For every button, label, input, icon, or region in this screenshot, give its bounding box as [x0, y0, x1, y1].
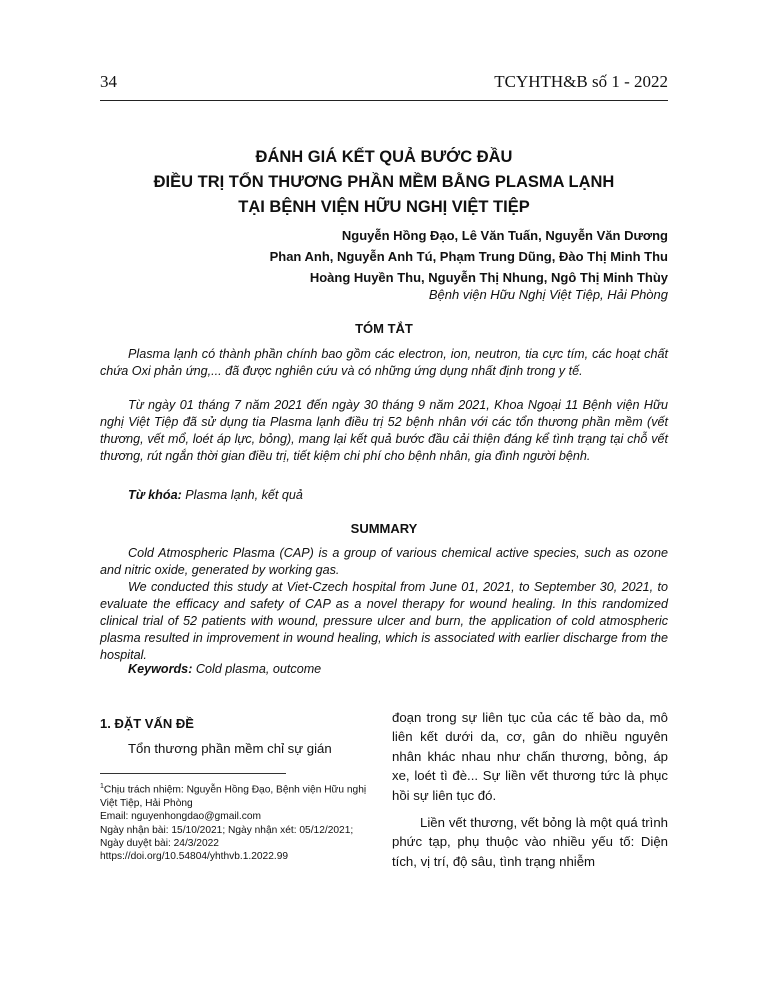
footnote-rule: [100, 773, 286, 774]
footnote-responsible-text: Chịu trách nhiệm: Nguyễn Hồng Đạo, Bệnh viện Hữu nghị Việt Tiệp, Hải Phòng: [100, 784, 367, 809]
authors-line-3: Hoàng Huyền Thu, Nguyễn Thị Nhung, Ngô Thị Minh Thùy: [309, 270, 668, 285]
title-line-1: ĐÁNH GIÁ KẾT QUẢ BƯỚC ĐẦU: [255, 148, 513, 166]
abstract-en-para-1: [100, 545, 668, 579]
section-1-left-text: Tổn thương phần mềm chỉ sự gián: [128, 741, 332, 756]
abstract-vi-para-1: [100, 346, 668, 380]
footnote-marker: 1: [100, 783, 104, 790]
keywords-en-label: Keywords:: [128, 662, 193, 676]
authors-line-1: Nguyễn Hồng Đạo, Lê Văn Tuấn, Nguyễn Văn Dương: [341, 228, 668, 243]
journal-name: TCYHTH&B số 1 - 2022: [494, 72, 668, 91]
keywords-en-value: Cold plasma, outcome: [195, 662, 322, 676]
abstract-en-heading: SUMMARY: [350, 521, 418, 536]
page-number: 34: [100, 72, 117, 91]
affiliation: Bệnh viện Hữu Nghị Việt Tiệp, Hải Phòng: [428, 287, 668, 302]
keywords-vi-label: Từ khóa:: [128, 488, 182, 502]
authors-line-2: Phan Anh, Nguyễn Anh Tú, Phạm Trung Dũng, Đào Thị Minh Thu: [269, 249, 668, 264]
author-list: [100, 225, 668, 288]
abstract-vi-para-2-text: Từ ngày 01 tháng 7 năm 2021 đến ngày 30 tháng 9 năm 2021, Khoa Ngoại 11 Bệnh viện Hữu nghị Việt Tiệp đã sử dụng tia Plasma lạnh điều trị 52 bệnh nhân với các tổn thương phần mềm (vết thương, vết mổ, loét áp lực, bỏng), mang lại kết quả bước đầu cải thiện đáng kể tình trạng tại chỗ vết thương, rút ngắn thời gian điều trị, tiết kiệm chi phí cho bệnh nhân, gia đình người bệnh.: [100, 398, 668, 463]
title-line-3: TẠI BỆNH VIỆN HỮU NGHỊ VIỆT TIỆP: [238, 198, 530, 216]
footnote-responsible: [100, 780, 370, 810]
footnote-doi: https://doi.org/10.54804/yhthvb.1.2022.99: [100, 851, 289, 863]
page-header: [100, 72, 668, 94]
right-column: [392, 708, 668, 871]
footnote-email: Email: nguyenhongdao@gmail.com: [100, 811, 261, 823]
section-1-right-para-2: Liền vết thương, vết bỏng là một quá trình phức tạp, phụ thuộc vào nhiều yếu tố: Diện tích, vị trí, độ sâu, tình trạng nhiễm: [392, 815, 668, 869]
keywords-en: [128, 662, 321, 676]
left-column: [100, 708, 364, 758]
title-line-2: ĐIỀU TRỊ TỔN THƯƠNG PHẦN MỀM BẰNG PLASMA LẠNH: [153, 173, 615, 191]
header-rule: [100, 100, 668, 101]
abstract-en-para-2: [100, 579, 668, 664]
abstract-en-para-1-text: Cold Atmospheric Plasma (CAP) is a group of various chemical active species, such as ozone and nitric oxide, generated by working gas.: [100, 546, 668, 577]
abstract-vi-para-2: [100, 397, 668, 465]
section-1-heading: 1. ĐẶT VẤN ĐỀ: [100, 716, 194, 731]
footnote-dates: Ngày nhận bài: 15/10/2021; Ngày nhận xét: 05/12/2021; Ngày duyệt bài: 24/3/2022: [100, 824, 354, 850]
keywords-vi-value: Plasma lạnh, kết quả: [185, 488, 303, 502]
article-title: [80, 145, 688, 220]
abstract-vi-heading: TÓM TẮT: [355, 321, 413, 336]
footnote: [100, 780, 370, 864]
abstract-en-para-2-text: We conducted this study at Viet-Czech hospital from June 01, 2021, to September 30, 2021, to evaluate the efficacy and safety of CAP as a novel therapy for wound healing. In this randomized clinical trial of 52 patients with wound, pressure ulcer and burn, the application of cold atmospheric plasma resulted in improvement in wound healing, which is associated with earlier discharge from the hospital.: [100, 580, 668, 662]
keywords-vi: [128, 488, 303, 502]
abstract-vi-para-1-text: Plasma lạnh có thành phần chính bao gồm các electron, ion, neutron, tia cực tím, các hoạt chất chứa Oxi phản ứng,... đã được nghiên cứu và có những ứng dụng nhất định trong y tế.: [100, 347, 668, 378]
section-1-right-para-1: đoạn trong sự liên tục của các tế bào da, mô liên kết dưới da, cơ, gân do nhiều nguyên nhân khác nhau như chấn thương, bỏng, áp xe, loét tì đè... Sự liền vết thương tức là phục hồi sự liên tục đó.: [392, 710, 668, 803]
